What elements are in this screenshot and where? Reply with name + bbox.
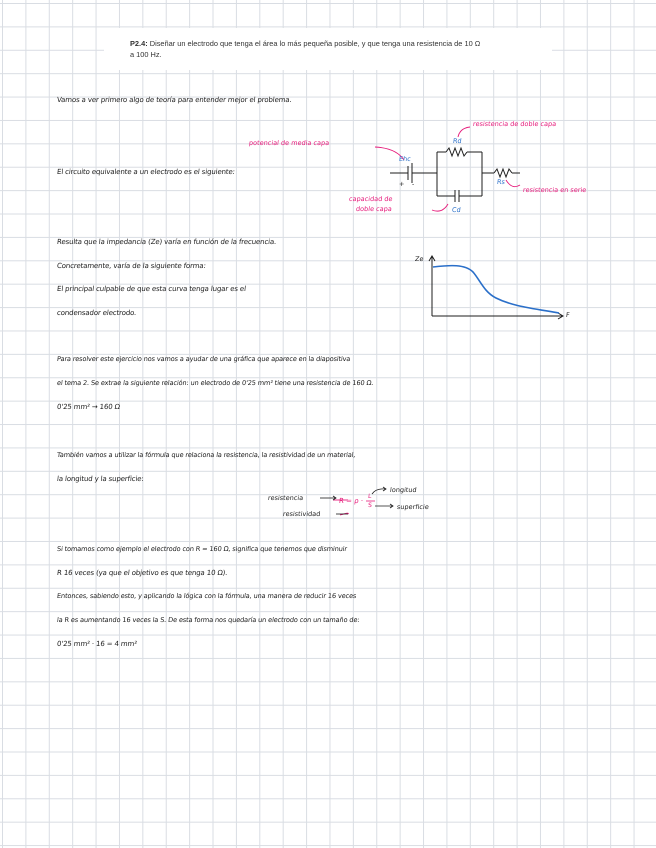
label-half-cell-potential: potencial de media capa (248, 139, 330, 147)
intro-line: Vamos a ver primero algo de teoría para entender mejor el problema. (56, 96, 293, 104)
impedance-line-1: Resulta que la impedancia (Ze) varía en función de la frecuencia. (56, 238, 277, 246)
graph-x-label: F (565, 311, 571, 319)
formula-label-longitud: longitud (389, 486, 418, 494)
circuit-line: El circuito equivalente a un electrodo es el siguiente: (56, 168, 236, 176)
example-line-3: Entonces, sabiendo esto, y aplicando la lógica con la fórmula, una manera de reducir 16 veces (56, 592, 357, 600)
graph-y-label: Ze (414, 255, 424, 263)
problem-id: P2.4: (130, 39, 148, 48)
formula-denominator: S (367, 502, 373, 509)
problem-text-2: a 100 Hz. (130, 50, 162, 59)
formula-line-2: la longitud y la superficie: (56, 475, 144, 483)
formula-label-resistividad: resistividad (282, 510, 321, 518)
label-double-layer-resistance: resistencia de doble capa (472, 120, 557, 128)
label-plus: + (398, 180, 405, 188)
solve-line-3: 0'25 mm² → 160 Ω (56, 403, 121, 411)
solve-line-1: Para resolver este ejercicio nos vamos a ayudar de una gráfica que aparece en la diapositiva (56, 355, 351, 363)
problem-text: Diseñar un electrodo que tenga el área lo más pequeña posible, y que tenga una resistencia de 10 Ω (149, 39, 481, 48)
impedance-line-3: El principal culpable de que esta curva tenga lugar es el (56, 285, 247, 293)
label-ehc: Ehc (398, 155, 412, 163)
label-double-layer-capacitance-1: capacidad de (348, 195, 393, 203)
label-minus: - (411, 180, 415, 188)
label-double-layer-capacitance-2: doble capa (355, 205, 393, 213)
solve-line-2: el tema 2. Se extrae la siguiente relación: un electrodo de 0'25 mm² tiene una resistencia de 160 Ω. (56, 379, 374, 387)
example-line-1: Si tomamos como ejemplo el electrodo con R = 160 Ω, significa que tenemos que disminuir (56, 545, 348, 553)
label-rs: Rs (496, 178, 506, 186)
formula-label-superficie: superficie (396, 503, 430, 511)
result-line: 0'25 mm² · 16 = 4 mm² (56, 640, 138, 648)
label-rd: Rd (452, 137, 463, 145)
example-line-4: la R es aumentando 16 veces la S. De esta forma nos quedaría un electrodo con un tamaño de: (56, 616, 360, 624)
example-line-2: R 16 veces (ya que el objetivo es que tenga 10 Ω). (56, 569, 228, 577)
label-series-resistance: resistencia en serie (522, 186, 587, 194)
impedance-line-2: Concretamente, varía de la siguiente forma: (56, 262, 207, 270)
label-cd: Cd (451, 206, 462, 214)
formula-numerator: L (367, 493, 372, 500)
formula-line-1: También vamos a utilizar la fórmula que relaciona la resistencia, la resistividad de un material, (56, 451, 356, 459)
formula-expression: R = ρ · (338, 497, 364, 505)
impedance-line-4: condensador electrodo. (56, 309, 137, 317)
formula-label-resistencia: resistencia (267, 494, 304, 502)
